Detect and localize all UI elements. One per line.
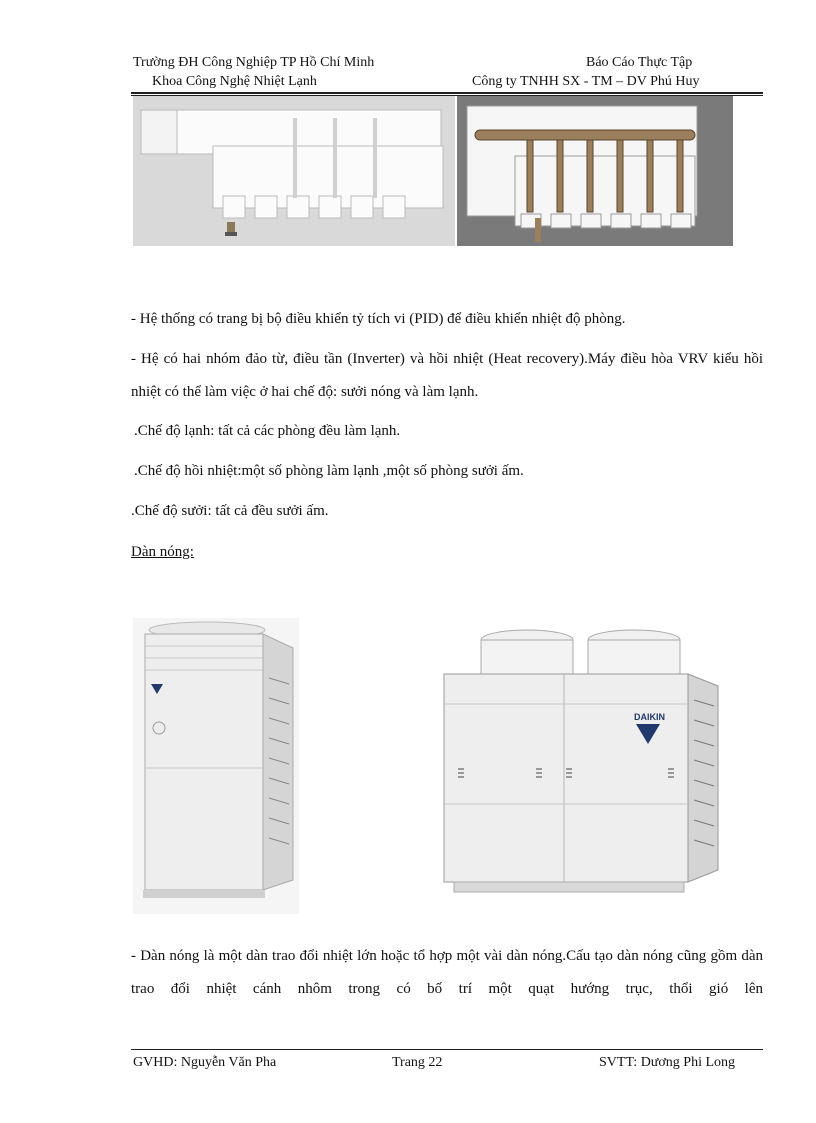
header-rule xyxy=(131,92,763,94)
paragraph-heating-mode: .Chế độ sưởi: tất cả đều sưởi ấm. xyxy=(131,503,329,519)
paragraph-cooling-mode: .Chế độ lạnh: tất cả các phòng đều làm lạnh. xyxy=(134,423,401,439)
photo-outdoor-unit-double-fan xyxy=(440,624,722,898)
paragraph-heat-recovery-mode: .Chế độ hồi nhiệt:một số phòng làm lạnh ,một số phòng sưởi ấm. xyxy=(134,463,524,479)
photo-refnet-header-pipes xyxy=(457,96,733,246)
footer-supervisor: GVHD: Nguyễn Văn Pha xyxy=(133,1055,277,1070)
footer-student: SVTT: Dương Phi Long xyxy=(599,1055,736,1070)
section-title-outdoor-unit: Dàn nóng: xyxy=(131,544,194,560)
brand-logo-text: DAIKIN xyxy=(634,712,665,722)
paragraph-outdoor-unit-description: - Dàn nóng là một dàn trao đổi nhiệt lớn hoặc tổ hợp một vài dàn nóng.Cấu tạo dàn nóng cũng gồm dàn trao đổi nhiệt cánh nhôm trong có bố trí một quạt hướng trục, thổi gió lên xyxy=(131,948,763,997)
header-report-title: Báo Cáo Thực Tập xyxy=(586,55,693,70)
header-company: Công ty TNHH SX - TM – DV Phú Huy xyxy=(472,74,700,89)
paragraph-vrv-modes: - Hệ có hai nhóm đảo từ, điều tần (Inverter) và hồi nhiệt (Heat recovery).Máy điều hòa VRV kiểu hồi nhiệt có thể làm việc ở hai chế độ: sưởi nóng và làm lạnh. xyxy=(131,351,763,400)
photo-outdoor-unit-single-fan xyxy=(133,618,299,914)
photo-refnet-header-cover xyxy=(133,96,455,246)
footer-page-number: Trang 22 xyxy=(392,1055,443,1070)
header-faculty: Khoa Công Nghệ Nhiệt Lạnh xyxy=(152,74,317,89)
paragraph-pid: - Hệ thống có trang bị bộ điều khiển tỷ tích vi (PID) để điều khiển nhiệt độ phòng. xyxy=(131,311,626,327)
footer-rule xyxy=(131,1049,763,1050)
header-school: Trường ĐH Công Nghiệp TP Hồ Chí Minh xyxy=(133,55,375,70)
